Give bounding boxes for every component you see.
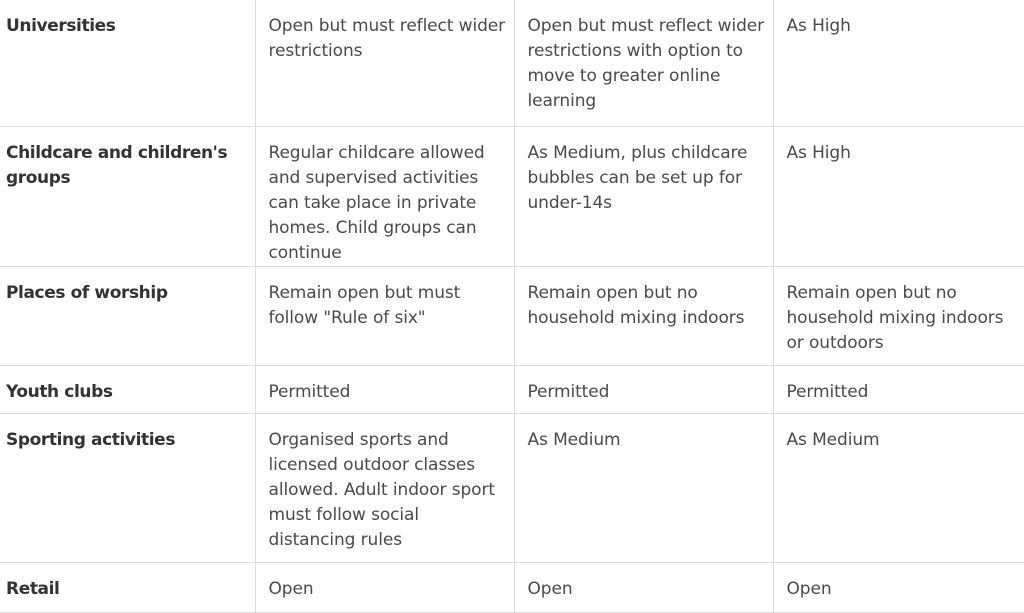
- cell-high: Open: [514, 562, 773, 612]
- table-row: [0, 365, 1024, 413]
- cell-medium: Remain open but must follow "Rule of six": [255, 266, 514, 365]
- cell-high: As Medium, plus childcare bubbles can be set up for under-14s: [514, 126, 773, 266]
- table-row: [0, 0, 1024, 126]
- cell-high: Open but must reflect wider restrictions with option to move to greater online learning: [514, 0, 773, 126]
- row-category: Sporting activities: [0, 413, 255, 562]
- cell-very-high: Open: [773, 562, 1024, 612]
- table-row: [0, 562, 1024, 612]
- cell-high: Permitted: [514, 365, 773, 413]
- row-category: Retail: [0, 562, 255, 612]
- row-category: Universities: [0, 0, 255, 126]
- cell-very-high: As Medium: [773, 413, 1024, 562]
- cell-medium: Open but must reflect wider restrictions: [255, 0, 514, 126]
- cell-very-high: As High: [773, 126, 1024, 266]
- cell-very-high: Permitted: [773, 365, 1024, 413]
- row-category: Places of worship: [0, 266, 255, 365]
- table-row: [0, 266, 1024, 365]
- cell-medium: Organised sports and licensed outdoor classes allowed. Adult indoor sport must follow social distancing rules: [255, 413, 514, 562]
- table-row: [0, 126, 1024, 266]
- table-row: [0, 413, 1024, 562]
- cell-high: As Medium: [514, 413, 773, 562]
- cell-very-high: As High: [773, 0, 1024, 126]
- cell-very-high: Remain open but no household mixing indoors or outdoors: [773, 266, 1024, 365]
- cell-medium: Open: [255, 562, 514, 612]
- row-category: Youth clubs: [0, 365, 255, 413]
- row-category: Childcare and children's groups: [0, 126, 255, 266]
- cell-medium: Permitted: [255, 365, 514, 413]
- cell-high: Remain open but no household mixing indoors: [514, 266, 773, 365]
- cell-medium: Regular childcare allowed and supervised activities can take place in private homes. Child groups can continue: [255, 126, 514, 266]
